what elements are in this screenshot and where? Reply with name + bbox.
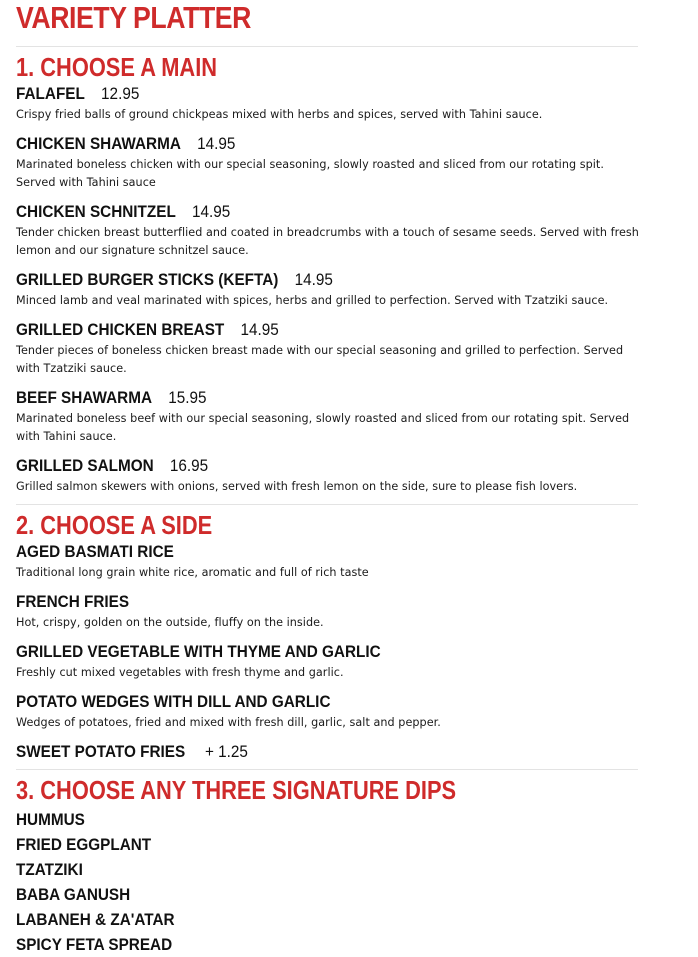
item-description: Hot, crispy, golden on the outside, fluffy on the inside. bbox=[16, 616, 324, 629]
dip-item: BABA GANUSH bbox=[16, 885, 131, 904]
item-price: 14.95 bbox=[197, 134, 236, 153]
dip-item: SPICY FETA SPREAD bbox=[16, 935, 173, 954]
item-description: Crispy fried balls of ground chickpeas mixed with herbs and spices, served with Tahini sauce. bbox=[16, 108, 543, 121]
item-description: Tender chicken breast butterflied and coated in breadcrumbs with a touch of sesame seeds. Served with fresh lemon and our signature schnitzel sauce. bbox=[16, 226, 639, 257]
item-price: + 1.25 bbox=[204, 742, 248, 761]
divider bbox=[16, 46, 638, 47]
item-name: POTATO WEDGES WITH DILL AND GARLIC bbox=[16, 692, 331, 711]
item-name: CHICKEN SHAWARMA bbox=[16, 134, 181, 153]
dip-item: FRIED EGGPLANT bbox=[16, 835, 152, 854]
section-heading-sides: 2. CHOOSE A SIDE bbox=[16, 510, 213, 540]
item-price: 16.95 bbox=[169, 456, 209, 475]
item-description: Grilled salmon skewers with onions, served with fresh lemon on the side, sure to please fish lovers. bbox=[16, 480, 578, 493]
menu-item bbox=[16, 134, 698, 192]
item-price: 14.95 bbox=[294, 270, 333, 289]
divider bbox=[16, 504, 638, 505]
menu-item bbox=[16, 742, 698, 762]
menu-item bbox=[16, 320, 698, 378]
menu-item bbox=[16, 592, 698, 632]
item-description: Marinated boneless beef with our special seasoning, slowly roasted and sliced from our rotating spit. Served with Tahini sauce. bbox=[16, 412, 630, 443]
item-name: FALAFEL bbox=[16, 84, 85, 103]
section-heading-dips: 3. CHOOSE ANY THREE SIGNATURE DIPS bbox=[16, 775, 457, 805]
item-name: GRILLED CHICKEN BREAST bbox=[16, 320, 225, 339]
dip-item: HUMMUS bbox=[16, 810, 85, 829]
sides-list bbox=[16, 542, 698, 762]
menu-item bbox=[16, 270, 698, 310]
dip-item: LABANEH & ZA'ATAR bbox=[16, 910, 175, 929]
item-name: GRILLED BURGER STICKS (KEFTA) bbox=[16, 270, 279, 289]
mains-list bbox=[16, 84, 698, 496]
item-description: Marinated boneless chicken with our special seasoning, slowly roasted and sliced from our rotating spit. Served with Tahini sauce bbox=[16, 158, 604, 189]
item-name: CHICKEN SCHNITZEL bbox=[16, 202, 176, 221]
item-price: 15.95 bbox=[168, 388, 207, 407]
divider bbox=[16, 769, 638, 770]
item-description: Freshly cut mixed vegetables with fresh thyme and garlic. bbox=[16, 666, 344, 679]
menu-item bbox=[16, 202, 698, 260]
dip-item: TZATZIKI bbox=[16, 860, 83, 879]
menu-item bbox=[16, 642, 698, 682]
item-price: 14.95 bbox=[192, 202, 231, 221]
item-description: Wedges of potatoes, fried and mixed with fresh dill, garlic, salt and pepper. bbox=[16, 716, 441, 729]
item-description: Tender pieces of boneless chicken breast made with our special seasoning and grilled to perfection. Served with Tzatziki sauce. bbox=[16, 344, 624, 375]
menu-item bbox=[16, 84, 698, 124]
item-name: GRILLED SALMON bbox=[16, 456, 154, 475]
item-name: GRILLED VEGETABLE WITH THYME AND GARLIC bbox=[16, 642, 381, 661]
item-description: Minced lamb and veal marinated with spices, herbs and grilled to perfection. Served with Tzatziki sauce. bbox=[16, 294, 609, 307]
item-name: FRENCH FRIES bbox=[16, 592, 130, 611]
menu-item bbox=[16, 388, 698, 446]
item-name: SWEET POTATO FRIES bbox=[16, 742, 186, 761]
item-price: 14.95 bbox=[240, 320, 279, 339]
item-description: Traditional long grain white rice, aromatic and full of rich taste bbox=[16, 566, 369, 579]
item-price: 12.95 bbox=[101, 84, 140, 103]
item-name: AGED BASMATI RICE bbox=[16, 542, 174, 561]
section-heading-mains: 1. CHOOSE A MAIN bbox=[16, 52, 218, 82]
menu-item bbox=[16, 542, 698, 582]
menu-item bbox=[16, 692, 698, 732]
item-name: BEEF SHAWARMA bbox=[16, 388, 153, 407]
page-title: VARIETY PLATTER bbox=[16, 0, 251, 35]
dips-list bbox=[16, 807, 698, 957]
menu-item bbox=[16, 456, 698, 496]
